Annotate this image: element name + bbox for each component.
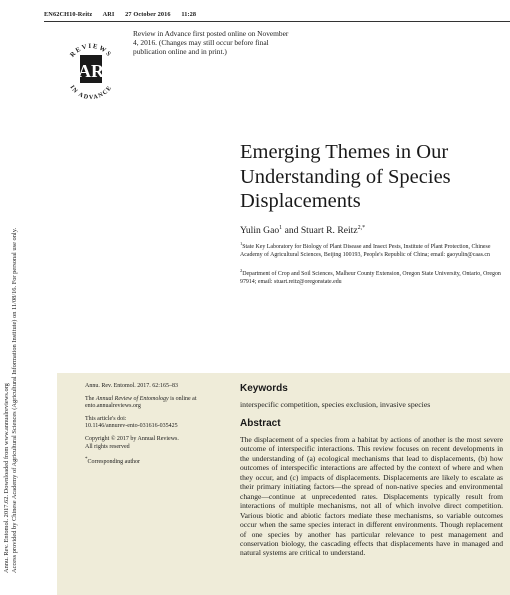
- journal-online: The Annual Review of Entomology is online at ento.annualreviews.org: [85, 395, 197, 410]
- download-sidebar: [3, 50, 23, 595]
- doi: This article's doi: 10.1146/annurev-ento-031616-035425: [85, 415, 178, 430]
- citation: Annu. Rev. Entomol. 2017. 62:165–83: [85, 383, 178, 389]
- header-time: 11:28: [181, 11, 197, 18]
- author-1: Yulin Gao: [240, 225, 280, 237]
- header-date: 27 October 2016: [125, 11, 171, 18]
- affiliation-2: $^2$Department of Crop and Soil Sciences, Malheur County Extension, Oregon State University, Ontario, Oregon 97914; email: stuart.reitz@oregonstate.edu: [240, 268, 501, 285]
- article-meta: [85, 383, 225, 472]
- logo-letters: AR: [78, 61, 104, 81]
- reviews-in-advance-logo: [60, 28, 122, 108]
- logo-arc-bottom: IN ADVANCE: [68, 83, 114, 102]
- affiliation-1: $^1$State Key Laboratory for Biology of Plant Disease and Insect Pests, Institute of Plant Protection, Chinese Academy of Agricultural Sciences, Beijing 100193, People's Republic of China; email: gaoyulin@caas.cn: [240, 241, 491, 258]
- keywords-text: interspecific competition, species exclusion, invasive species: [240, 400, 431, 409]
- logo-arc-top: REVIEWS: [69, 42, 114, 59]
- journal-code: ARI: [102, 11, 115, 18]
- article-title: Emerging Themes in Our Understanding of Species Displacements: [240, 141, 451, 212]
- download-line: Annu. Rev. Entomol. 2017.62. Downloaded from www.annualreviews.org: [3, 383, 10, 573]
- copyright: Copyright © 2017 by Annual Reviews. All rights reserved: [85, 435, 179, 450]
- running-header: [44, 11, 205, 18]
- author-2: Stuart R. Reitz: [300, 225, 358, 237]
- job-code: EN62CH10-Reitz: [44, 11, 93, 18]
- abstract-heading: Abstract: [240, 418, 281, 429]
- access-line: Access provided by Chinese Academy of Agricultural Sciences (Agricultural Information Institute) on 11/08/16. For personal use only.: [10, 227, 18, 573]
- keywords-heading: Keywords: [240, 383, 288, 394]
- corresponding-author-note: *Corresponding author: [85, 457, 140, 466]
- review-notice: Review in Advance first posted online on November 4, 2016. (Changes may still occur before final publication online and in print.): [133, 29, 289, 56]
- abstract-text: The displacement of a species from a habitat by actions of another is the most severe outcome of interspecific interactions. This review focuses on recent developments in the understanding of (a) ecological mechanisms that lead to displacements, (b) how outcomes of interspecific interactions are affected by the context of where and when they occur, and (c) impacts of displacements. Displacements are likely to escalate as their primary initiating factors—the spread of non-native species and environmental change—continue at unprecedented rates. Displacements typically result from interactions of multiple mechanisms, not all of which involve direct competition. Various biotic and abiotic factors mediate these mechanisms, so variable outcomes occur when the same species interact in different environments. Though replacement of one species by another has particular relevance to pest management and conservation biology, the cascading effects that displacements have in managed and natural systems are critical to understand.: [240, 435, 503, 558]
- header-rule: [44, 21, 510, 22]
- svg-text:IN ADVANCE: [68, 84, 113, 101]
- author-list: Yulin Gao$^1$ and Stuart R. Reitz$^{2,*}$: [240, 225, 366, 237]
